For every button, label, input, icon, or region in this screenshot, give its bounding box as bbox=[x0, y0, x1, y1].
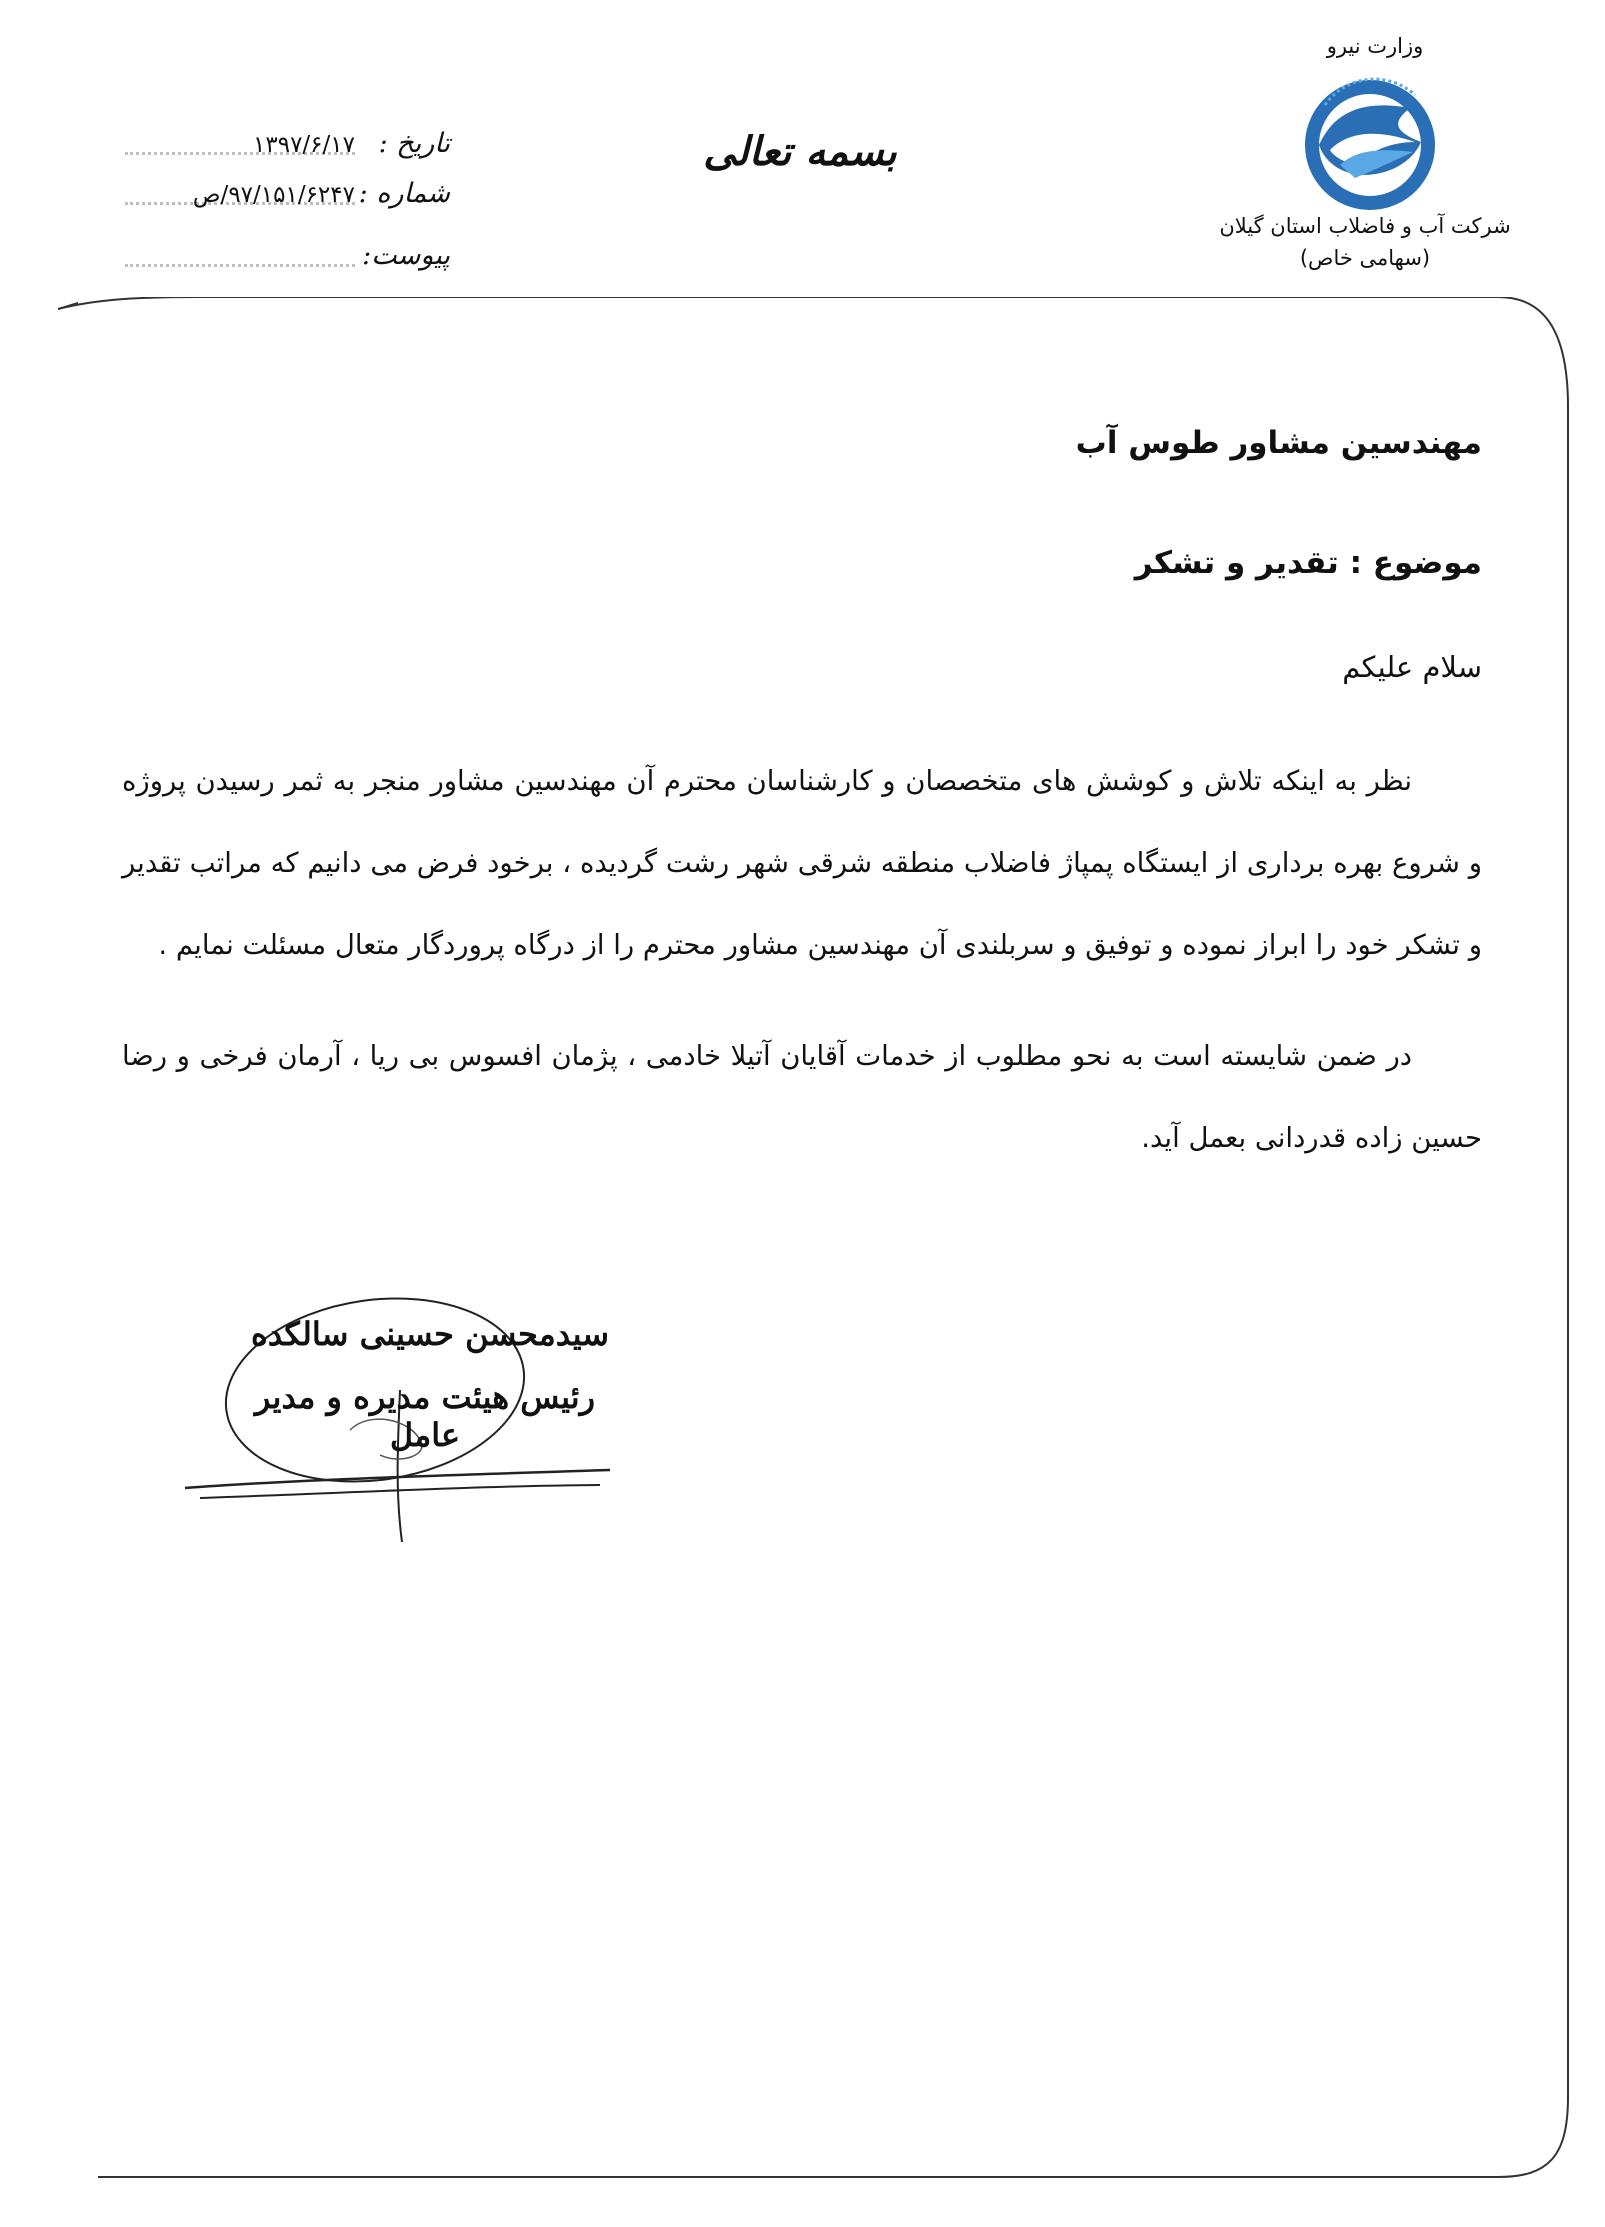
company-name: شرکت آب و فاضلاب استان گیلان bbox=[1219, 214, 1511, 238]
attachment-field bbox=[120, 240, 450, 280]
bismillah-heading: بسمه تعالی bbox=[703, 128, 897, 175]
recipient: مهندسین مشاور طوس آب bbox=[1075, 425, 1482, 461]
number-value: ۹۷/۱۵۱/۶۲۴۷/ص bbox=[192, 182, 355, 208]
greeting: سلام علیکم bbox=[1342, 650, 1482, 684]
body-paragraph-1: نظر به اینکه تلاش و کوشش های متخصصان و کارشناسان محترم آن مهندسین مشاور منجر به ثمر رسیدن پروژه و شروع بهره برداری از ایستگاه پمپاژ فاضلاب منطقه شرقی شهر رشت گردیده ، برخود فرض می دانیم که مراتب تقدیر و تشکر خود را ابراز نموده و توفیق و سربلندی آن مهندسین مشاور محترم را از درگاه پروردگار متعال مسئلت نمایم . bbox=[122, 765, 1482, 961]
dotted-line bbox=[125, 264, 355, 267]
attachment-label: پیوست: bbox=[362, 240, 450, 271]
number-label: شماره : bbox=[358, 178, 450, 209]
letter-frame bbox=[58, 297, 1578, 2197]
subject-line: موضوع : تقدیر و تشکر bbox=[1134, 545, 1482, 581]
signatory-name: سیدمحسن حسینی سالکده bbox=[250, 1315, 610, 1353]
date-value: ۱۳۹۷/۶/۱۷ bbox=[253, 132, 355, 158]
company-type: (سهامی خاص) bbox=[1299, 246, 1431, 270]
number-field bbox=[120, 178, 450, 218]
company-logo bbox=[1295, 70, 1445, 215]
ministry-name: وزارت نیرو bbox=[1326, 34, 1424, 58]
date-field bbox=[120, 128, 450, 168]
signatory-title: رئیس هیئت مدیره و مدیر عامل bbox=[254, 1378, 596, 1454]
body-paragraph-2: در ضمن شایسته است به نحو مطلوب از خدمات آقایان آتیلا خادمی ، پژمان افسوس بی ریا ، آرمان فرخی و رضا حسین زاده قدردانی بعمل آید. bbox=[122, 1040, 1482, 1154]
date-label: تاریخ : bbox=[378, 128, 450, 159]
company-block bbox=[1210, 210, 1520, 274]
